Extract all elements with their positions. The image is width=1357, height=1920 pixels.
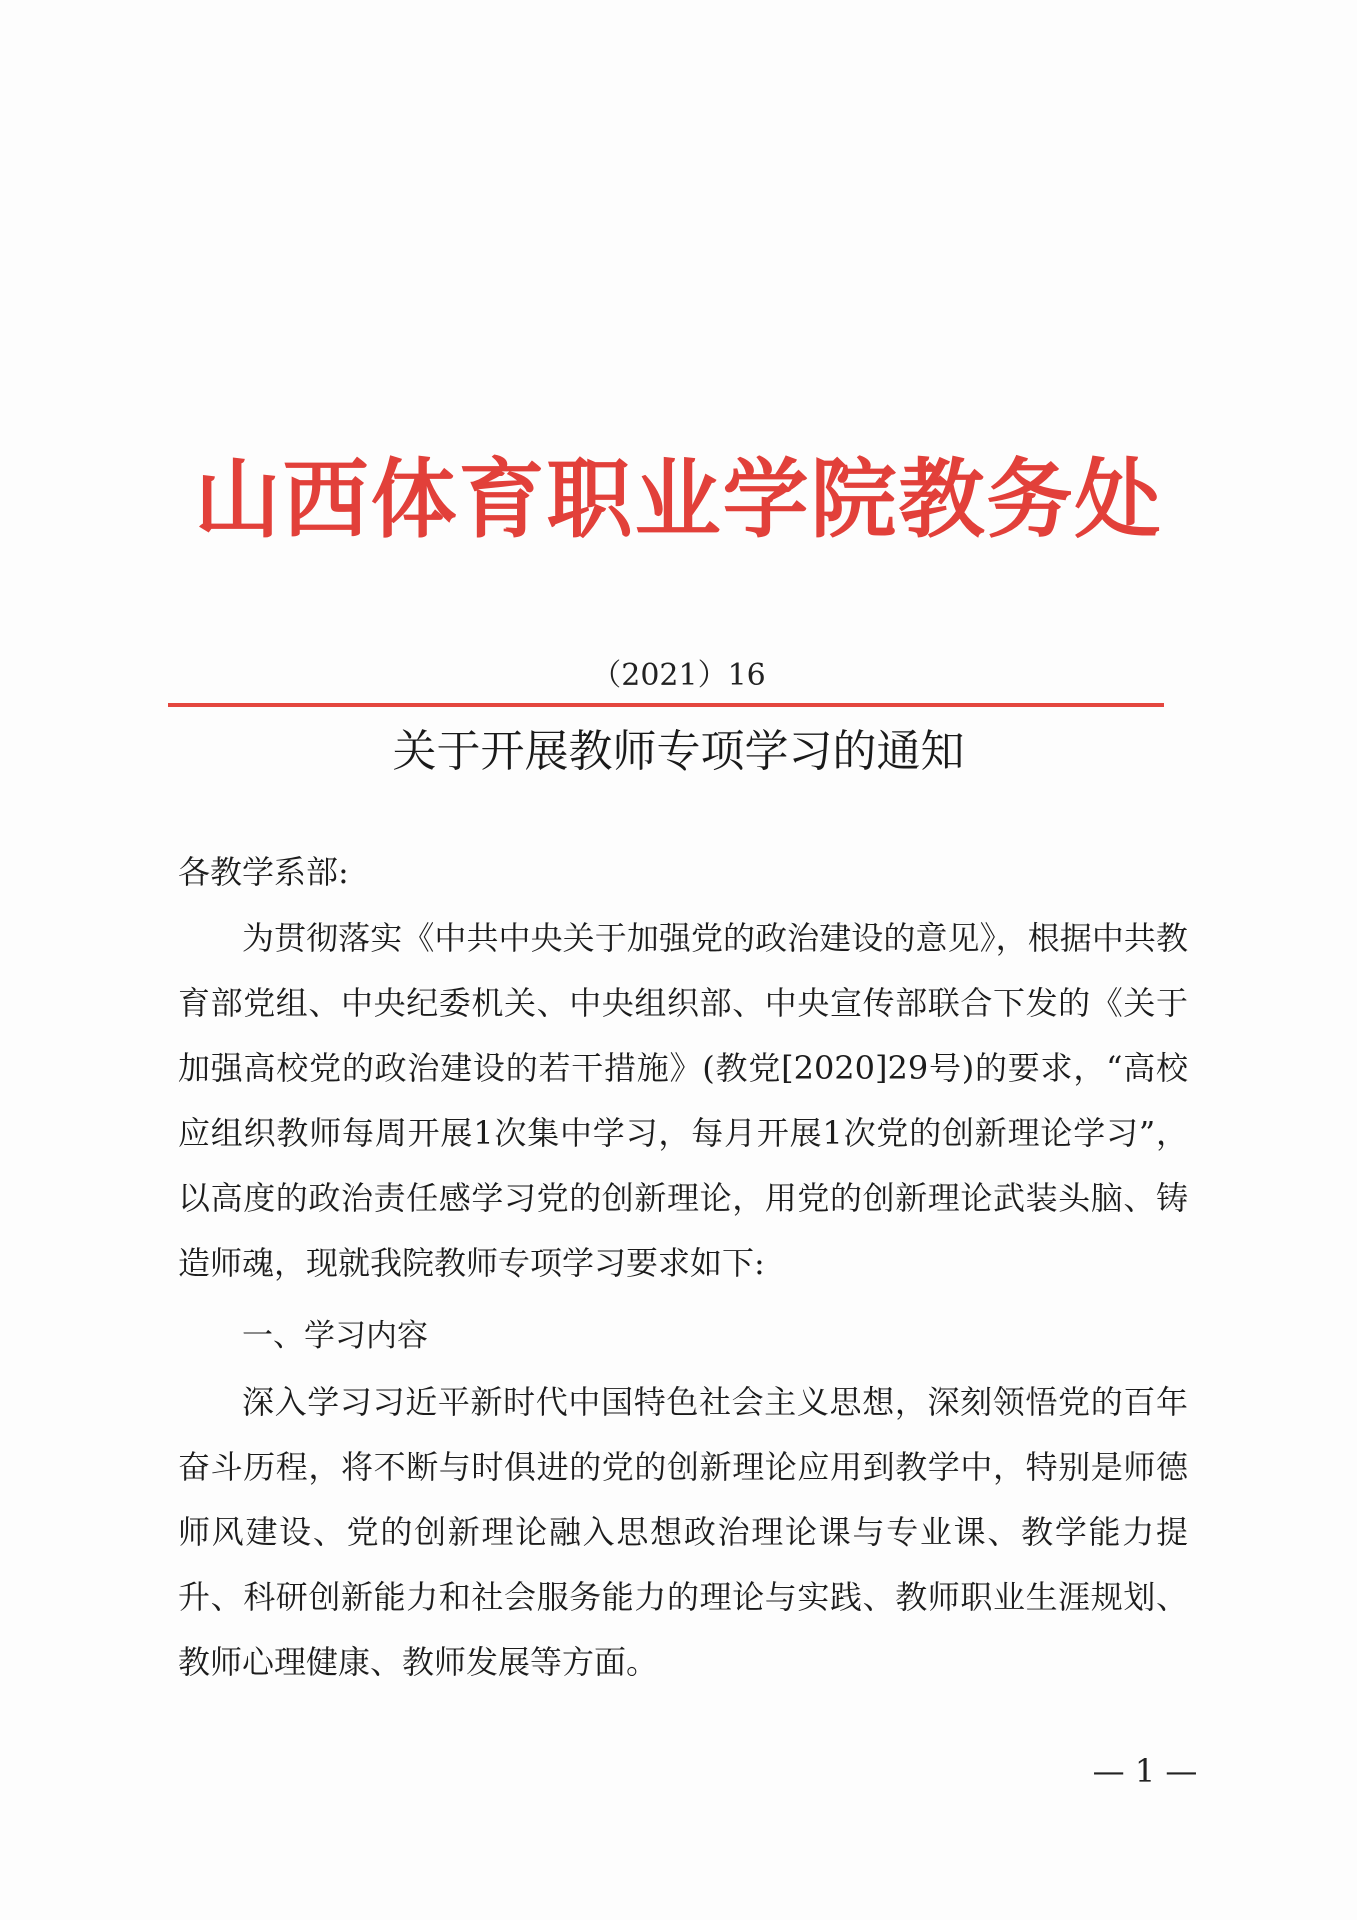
issuer-masthead: 山西体育职业学院教务处 (194, 450, 1163, 550)
section-heading-study-content: 一、学习内容 (242, 1318, 428, 1354)
body-paragraph-study-content: 深入学习习近平新时代中国特色社会主义思想，深刻领悟党的百年奋斗历程，将不断与时俱进的党的创新理论应用到教学中，特别是师德师风建设、党的创新理论融入思想政治理论课与专业课、教学能力提升、科研创新能力和社会服务能力的理论与实践、教师职业生涯规划、教师心理健康、教师发展等方面。 (178, 1383, 1188, 1681)
salutation: 各教学系部: (178, 853, 349, 891)
body-paragraph-intro: 为贯彻落实《中共中央关于加强党的政治建设的意见》，根据中共教育部党组、中央纪委机关、中央组织部、中央宣传部联合下发的《关于加强高校党的政治建设的若干措施》(教党[2020]29号)的要求，“高校应组织教师每周开展1次集中学习，每月开展1次党的创新理论学习”，以高度的政治责任感学习党的创新理论，用党的创新理论武装头脑、铸造师魂，现就我院教师专项学习要求如下: (178, 919, 1188, 1282)
document-title: 关于开展教师专项学习的通知 (392, 726, 965, 777)
page-number: — 1 — (1092, 1752, 1198, 1790)
red-divider-line (168, 703, 1164, 707)
document-number: （2021）16 (591, 658, 766, 693)
